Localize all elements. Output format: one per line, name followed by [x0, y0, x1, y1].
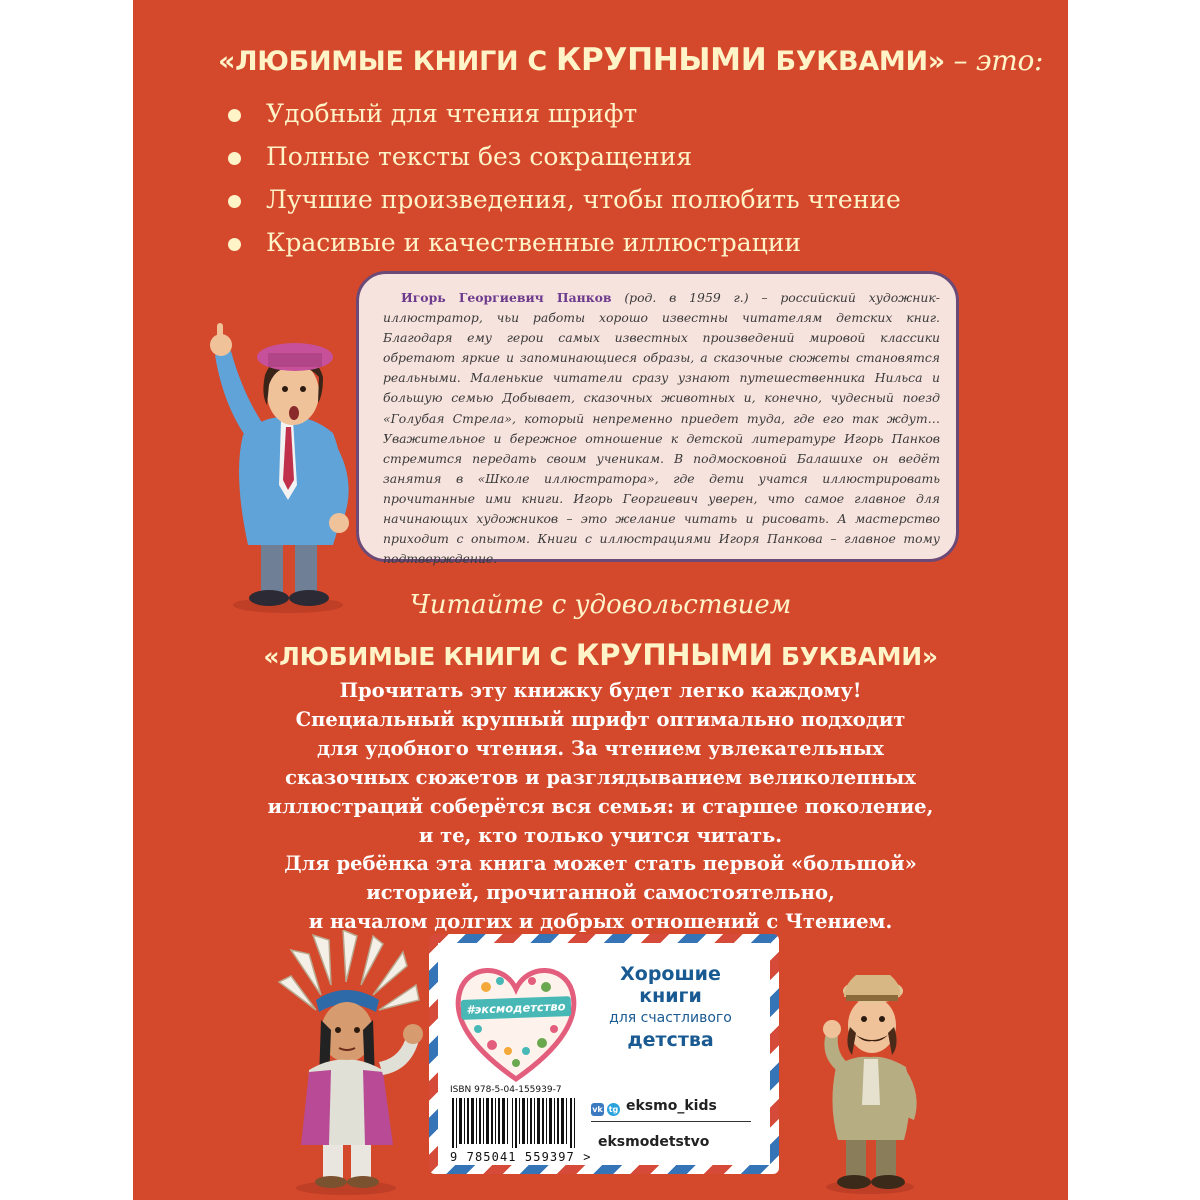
bullet-icon: [228, 195, 241, 208]
info-stamp: [429, 934, 779, 1174]
series-tail: – это:: [944, 44, 1044, 77]
book-back-cover: [133, 0, 1068, 1200]
social-handle-detstvo: eksmodetstvo: [598, 1134, 710, 1150]
bullet-icon: [228, 109, 241, 122]
illustration-man-blue-suit: [193, 315, 383, 615]
description-line: историей, прочитанной самостоятельно,: [366, 881, 835, 905]
illustrator-bio: [383, 288, 940, 569]
illustrator-name: Игорь Георгиевич Панков: [401, 290, 612, 305]
description-line: и началом долгих и добрых отношений с Чтением.: [308, 910, 893, 934]
illustrator-bio-box: [356, 271, 959, 567]
illustrator-bio-text: (род. в 1959 г.) – российский художник-иллюстратор, чьи работы хорошо известны читателям детских книг. Благодаря ему герои самых известных произведений мировой классики обретают яркие и запоминающиеся образы, а сказочные сюжеты становятся реальными. Маленькие читатели сразу узнают путешественника Нильса и большую семью Добывает, сказочных животных и, конечно, чудесный поезд «Голубая Стрела», который непременно приедет туда, где его так ждут… Уважительное и бережное отношение к детской литературе Игорь Панков стремится передать своим ученикам. В подмосковной Балашихе он ведёт занятия в «Школе иллюстратора», где дети учатся иллюстрировать прочитанные ими книги. Игорь Георгиевич уверен, что самое главное для начинающих художников – это желание читать и рисовать. А мастерство приходит с опытом. Книги с иллюстрациями Игоря Панкова – главное тому подтверждение.: [383, 290, 940, 567]
feature-item: Удобный для чтения шрифт: [228, 92, 901, 135]
isbn-number: ISBN 978-5-04-155939-7: [450, 1085, 562, 1095]
divider: [591, 1121, 751, 1122]
slogan: Хорошие книги для счастливого детства: [609, 963, 732, 1051]
series-title: «ЛЮБИМЫЕ КНИГИ С КРУПНЫМИ БУКВАМИ»: [263, 638, 938, 672]
read-with-pleasure: Читайте с удовольствием: [409, 590, 792, 620]
description-line: сказочных сюжетов и разглядыванием великолепных: [285, 765, 916, 789]
heart-icon: [450, 957, 582, 1085]
social-handle-kids: eksmo_kids: [626, 1098, 717, 1114]
series-headline: [218, 42, 1043, 78]
description-line: Для ребёнка эта книга может стать первой «большой»: [284, 852, 917, 876]
description-line: и те, кто только учится читать.: [418, 823, 783, 847]
series-suffix: БУКВАМИ»: [766, 46, 945, 77]
hashtag-label: #эксмодетство: [461, 996, 572, 1020]
illustration-man-in-cap: [798, 955, 943, 1195]
stamp-card: [438, 943, 770, 1165]
barcode-icon: [450, 1098, 585, 1148]
description-text: [193, 677, 1008, 937]
barcode-digits: 9 785041 559397 >: [450, 1150, 592, 1164]
illustration-chief: [261, 930, 431, 1195]
feature-item: Красивые и качественные иллюстрации: [228, 221, 901, 264]
series-prefix: «ЛЮБИМЫЕ КНИГИ С: [218, 46, 557, 77]
bullet-icon: [228, 238, 241, 251]
series-big-word: КРУПНЫМИ: [556, 42, 767, 78]
description-line: иллюстраций соберётся вся семья: и старшее поколение,: [267, 794, 934, 818]
description-line: для удобного чтения. За чтением увлекательных: [317, 736, 884, 760]
feature-item: Полные тексты без сокращения: [228, 135, 901, 178]
feature-item: Лучшие произведения, чтобы полюбить чтение: [228, 178, 901, 221]
telegram-icon: tg: [608, 1105, 619, 1114]
description-line: Специальный крупный шрифт оптимально подходит: [295, 707, 906, 731]
vk-icon: vk: [592, 1105, 603, 1114]
bullet-icon: [228, 152, 241, 165]
description-line: Прочитать эту книжку будет легко каждому!: [339, 679, 862, 702]
feature-list: [228, 92, 901, 264]
